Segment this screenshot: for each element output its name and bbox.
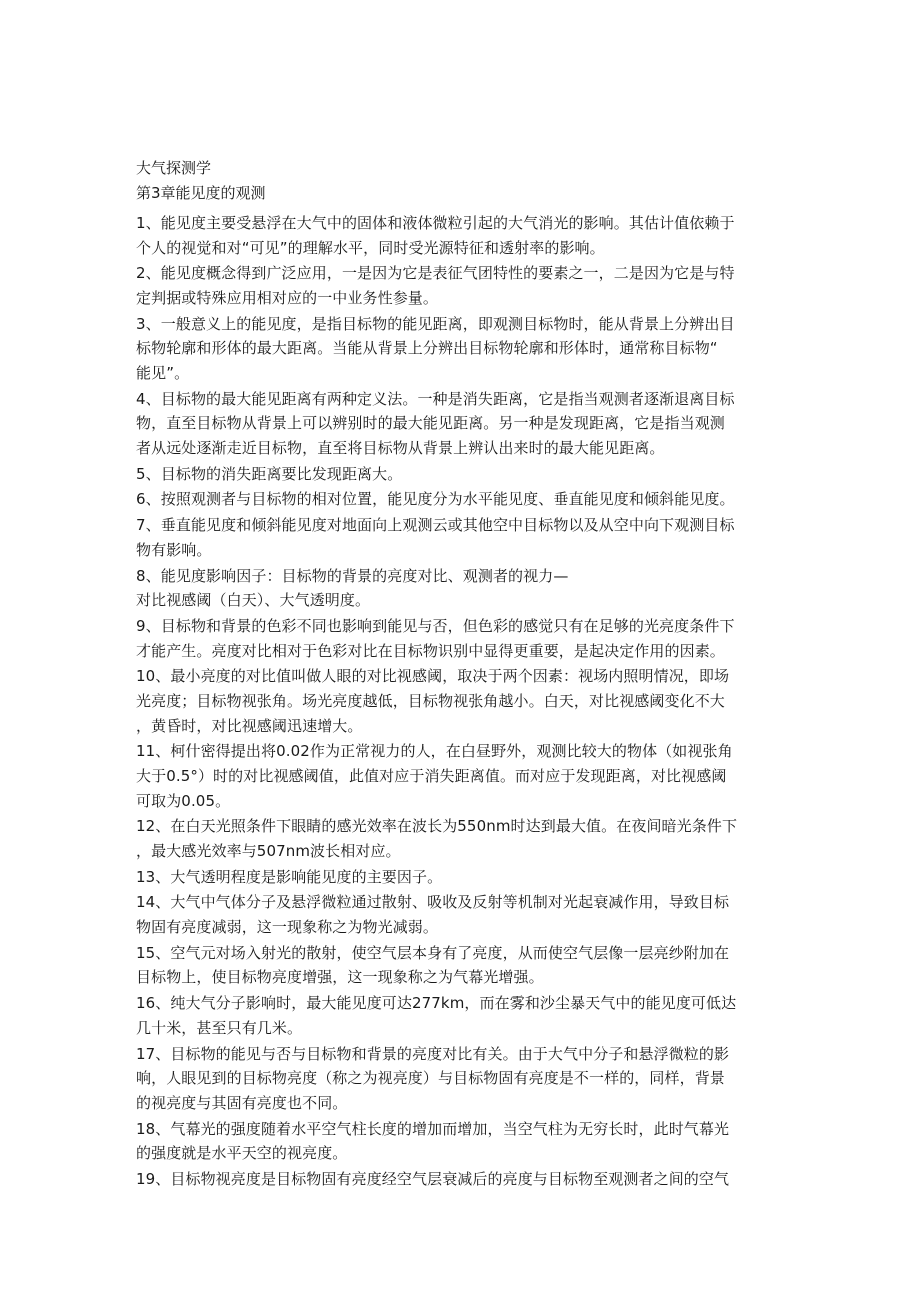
paragraph-line: 对比视感阈（白天）、大气透明度。 [136, 591, 371, 610]
paragraph-line: 19、目标物视亮度是目标物固有亮度经空气层衰减后的亮度与目标物至观测者之间的空气 [136, 1169, 730, 1188]
paragraph-line: 3、一般意义上的能见度，是指目标物的能见距离，即观测目标物时，能从背景上分辨出目 [136, 314, 735, 333]
paragraph-line: 17、目标物的能见与否与目标物和背景的亮度对比有关。由于大气中分子和悬浮微粒的影 [136, 1044, 730, 1063]
paragraph [136, 211, 788, 260]
paragraph-line: 光亮度；目标物视张角。场光亮度越低，目标物视张角越小。白天，对比视感阈变化不大 [136, 691, 725, 710]
paragraph-line: 目标物上，使目标物亮度增强，这一现象称之为气幕光增强。 [136, 968, 544, 987]
paragraph [136, 814, 788, 863]
paragraph-line: 16、纯大气分子影响时，最大能见度可达277km，而在雾和沙尘暴天气中的能见度可低达 [136, 994, 737, 1013]
paragraph-line: 7、垂直能见度和倾斜能见度对地面向上观测云或其他空中目标物以及从空中向下观测目标 [136, 516, 735, 535]
document-title: 大气探测学 [136, 159, 212, 177]
paragraph [136, 890, 788, 939]
paragraph-line: 5、目标物的消失距离要比发现距离大。 [136, 464, 403, 483]
paragraph-line: 4、目标物的最大能见距离有两种定义法。一种是消失距离，它是指当观测者逐渐退离目标 [136, 389, 735, 408]
paragraph [136, 312, 788, 386]
paragraph [136, 1167, 788, 1192]
paragraph-line: 几十米，甚至只有几米。 [136, 1018, 303, 1037]
paragraph-line: 大于0.5°）时的对比视感阈值，此值对应于消失距离值。而对应于发现距离，对比视感阈 [136, 766, 727, 785]
paragraph-line: 能见”。 [136, 363, 190, 382]
paragraph-line: ，最大感光效率与507nm波长相对应。 [136, 841, 401, 860]
paragraph-line: 8、能见度影响因子：目标物的背景的亮度对比、观测者的视力— [136, 566, 569, 585]
paragraph-line: 14、大气中气体分子及悬浮微粒通过散射、吸收及反射等机制对光起衰减作用，导致目标 [136, 893, 730, 912]
paragraph-line: 者从远处逐渐走近目标物，直至将目标物从背景上辨认出来时的最大能见距离。 [136, 438, 665, 457]
paragraph-line: 6、按照观测者与目标物的相对位置，能见度分为水平能见度、垂直能见度和倾斜能见度。 [136, 490, 735, 509]
paragraph-line: 18、气幕光的强度随着水平空气柱长度的增加而增加，当空气柱为无穷长时，此时气幕光 [136, 1119, 730, 1138]
chapter-heading: 第3章能见度的观测 [136, 184, 266, 202]
paragraph-line: ，黄昏时，对比视感阈迅速增大。 [136, 716, 363, 735]
paragraph-line: 物有影响。 [136, 540, 212, 559]
paragraph [136, 739, 788, 813]
paragraph-line: 10、最小亮度的对比值叫做人眼的对比视感阈，取决于两个因素：视场内照明情况，即场 [136, 667, 730, 686]
paragraph [136, 991, 788, 1040]
paragraph [136, 564, 788, 613]
paragraph-line: 才能产生。亮度对比相对于色彩对比在目标物识别中显得更重要，是起决定作用的因素。 [136, 641, 725, 660]
paragraph [136, 462, 788, 487]
paragraph-line: 13、大气透明程度是影响能见度的主要因子。 [136, 867, 443, 886]
paragraph-line: 15、空气元对场入射光的散射，使空气层本身有了亮度，从而使空气层像一层亮纱附加在 [136, 943, 730, 962]
paragraph-line: 物固有亮度减弱，这一现象称之为物光减弱。 [136, 918, 439, 937]
paragraph-line: 11、柯什密得提出将0.02作为正常视力的人，在白昼野外，观测比较大的物体（如视张角 [136, 742, 733, 761]
paragraph [136, 664, 788, 738]
paragraph-line: 1、能见度主要受悬浮在大气中的固体和液体微粒引起的大气消光的影响。其估计值依赖于 [136, 214, 735, 232]
paragraph-line: 标物轮廓和形体的最大距离。当能从背景上分辨出目标物轮廓和形体时，通常称目标物“ [136, 339, 718, 358]
document-body [136, 156, 788, 1193]
paragraph [136, 614, 788, 663]
paragraph [136, 865, 788, 890]
paragraph-line: 2、能见度概念得到广泛应用，一是因为它是表征气团特性的要素之一，二是因为它是与特 [136, 264, 735, 283]
paragraph [136, 487, 788, 512]
paragraph-line: 定判据或特殊应用相对应的一中业务性参量。 [136, 288, 439, 307]
paragraph-list [136, 211, 788, 1192]
paragraph [136, 1042, 788, 1116]
paragraph-line: 的强度就是水平天空的视亮度。 [136, 1144, 348, 1163]
paragraph-line: 可取为0.05。 [136, 791, 231, 810]
paragraph [136, 941, 788, 990]
paragraph [136, 513, 788, 562]
paragraph-line: 9、目标物和背景的色彩不同也影响到能见与否，但色彩的感觉只有在足够的光亮度条件下 [136, 617, 735, 635]
paragraph [136, 1117, 788, 1166]
paragraph-line: 12、在白天光照条件下眼睛的感光效率在波长为550nm时达到最大值。在夜间暗光条件下 [136, 817, 738, 836]
paragraph-line: 响，人眼见到的目标物亮度（称之为视亮度）与目标物固有亮度是不一样的，同样，背景 [136, 1069, 725, 1088]
paragraph [136, 387, 788, 461]
paragraph-line: 个人的视觉和对“可见”的理解水平，同时受光源特征和透射率的影响。 [136, 238, 605, 257]
paragraph-line: 的视亮度与其固有亮度也不同。 [136, 1093, 348, 1112]
paragraph [136, 261, 788, 310]
paragraph-line: 物，直至目标物从背景上可以辨别时的最大能见距离。另一种是发现距离，它是指当观测 [136, 414, 725, 433]
